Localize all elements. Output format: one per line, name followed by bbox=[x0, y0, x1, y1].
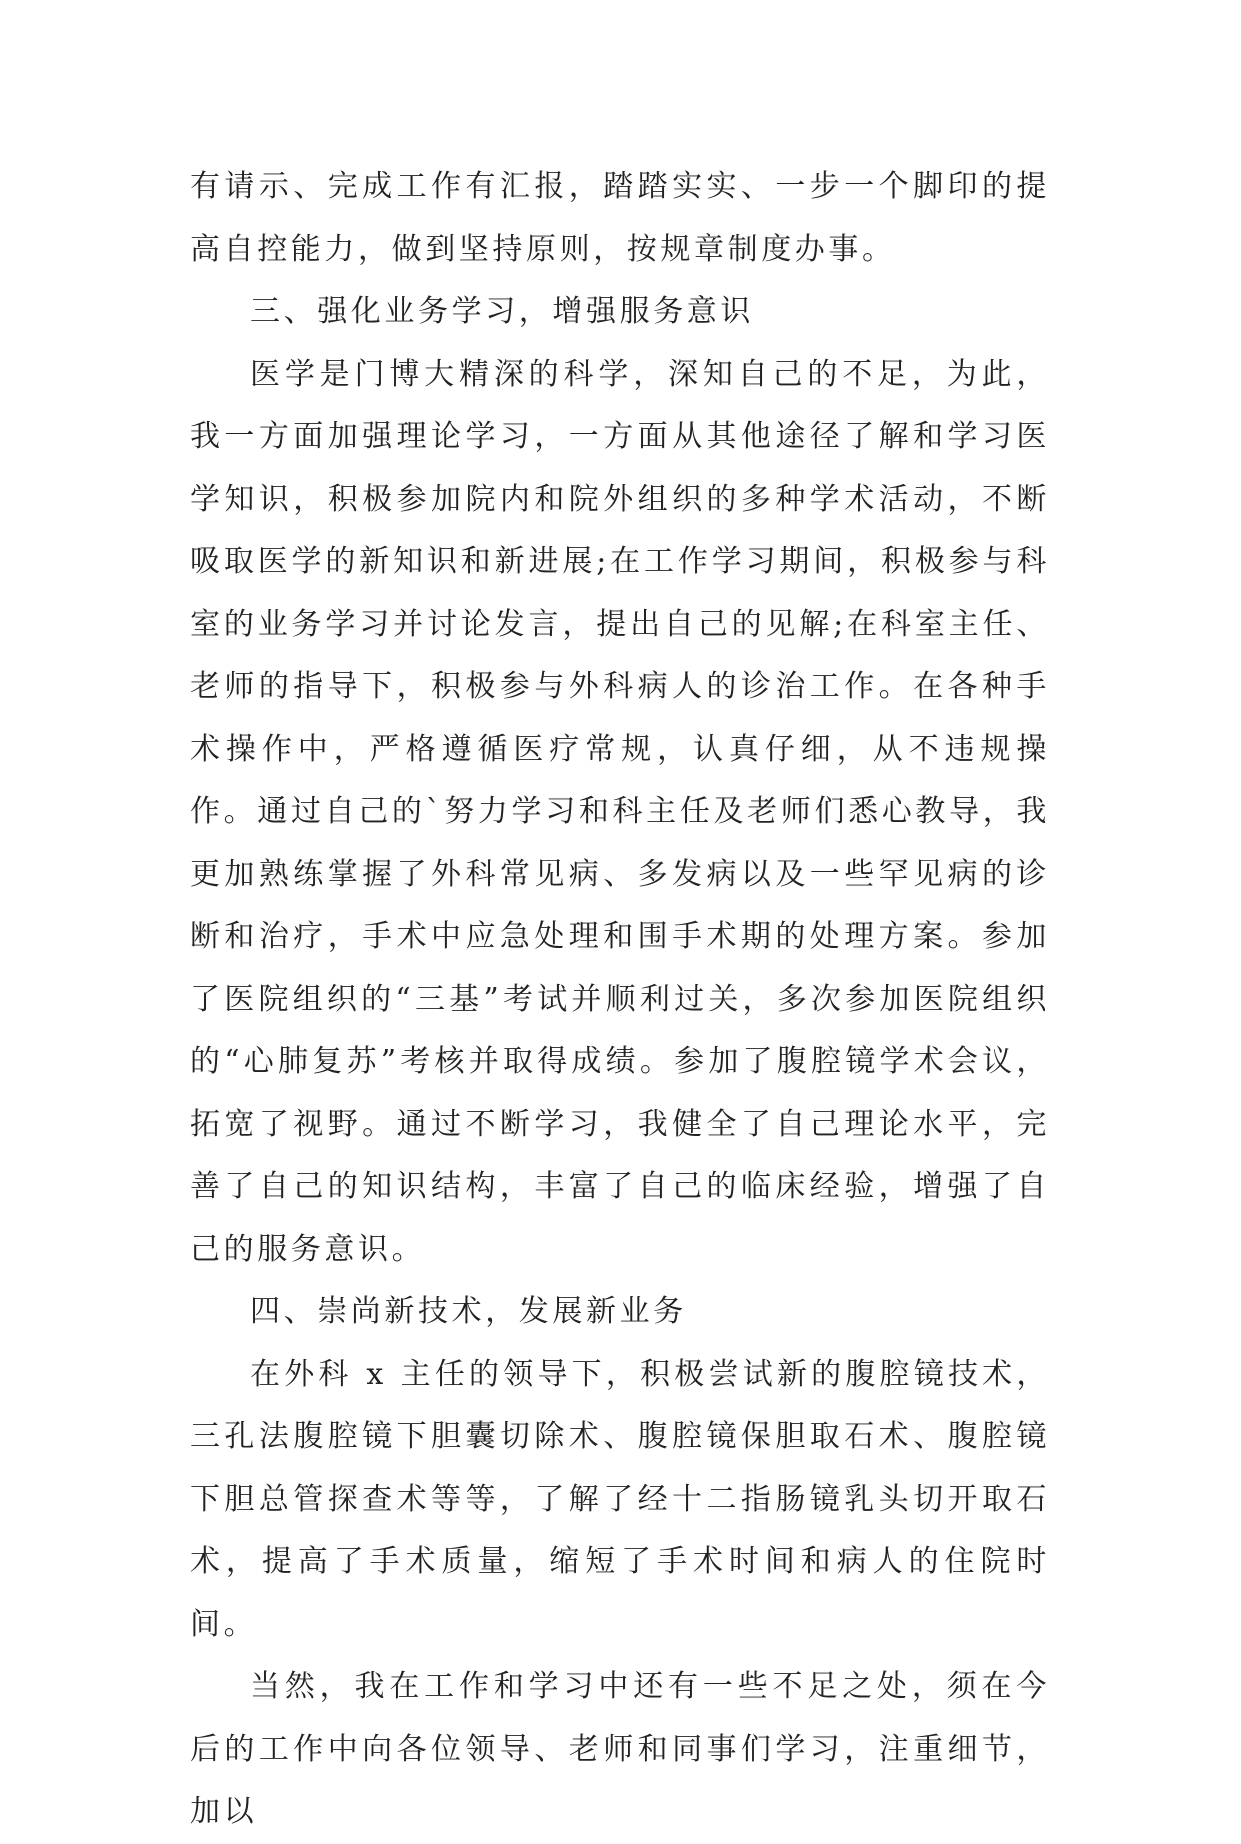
paragraph-continued: 有请示、完成工作有汇报，踏踏实实、一步一个脚印的提高自控能力，做到坚持原则，按规章制度办事。 bbox=[190, 169, 1050, 267]
paragraph-shortcomings: 当然，我在工作和学习中还有一些不足之处，须在今后的工作中向各位领导、老师和同事们学习，注重细节，加以 bbox=[190, 1669, 1050, 1829]
document-body bbox=[190, 156, 1050, 1844]
section-heading-4: 四、崇尚新技术，发展新业务 bbox=[250, 1294, 687, 1329]
section-heading-3: 三、强化业务学习，增强服务意识 bbox=[250, 294, 754, 329]
paragraph-new-tech: 在外科 x 主任的领导下，积极尝试新的腹腔镜技术，三孔法腹腔镜下胆囊切除术、腹腔镜保胆取石术、腹腔镜下胆总管探查术等等，了解了经十二指肠镜乳头切开取石术，提高了手术质量，缩短了手术时间和病人的住院时间。 bbox=[190, 1356, 1050, 1642]
paragraph-study: 医学是门博大精深的科学，深知自己的不足，为此，我一方面加强理论学习，一方面从其他途径了解和学习医学知识，积极参加院内和院外组织的多种学术活动，不断吸取医学的新知识和新进展;在工作学习期间，积极参与科室的业务学习并讨论发言，提出自己的见解;在科室主任、老师的指导下，积极参与外科病人的诊治工作。在各种手术操作中，严格遵循医疗常规，认真仔细，从不违规操作。通过自己的`努力学习和科主任及老师们悉心教导，我更加熟练掌握了外科常见病、多发病以及一些罕见病的诊断和治疗，手术中应急处理和围手术期的处理方案。参加了医院组织的“三基”考试并顺利过关，多次参加医院组织的“心肺复苏”考核并取得成绩。参加了腹腔镜学术会议，拓宽了视野。通过不断学习，我健全了自己理论水平，完善了自己的知识结构，丰富了自己的临床经验，增强了自己的服务意识。 bbox=[190, 356, 1050, 1267]
